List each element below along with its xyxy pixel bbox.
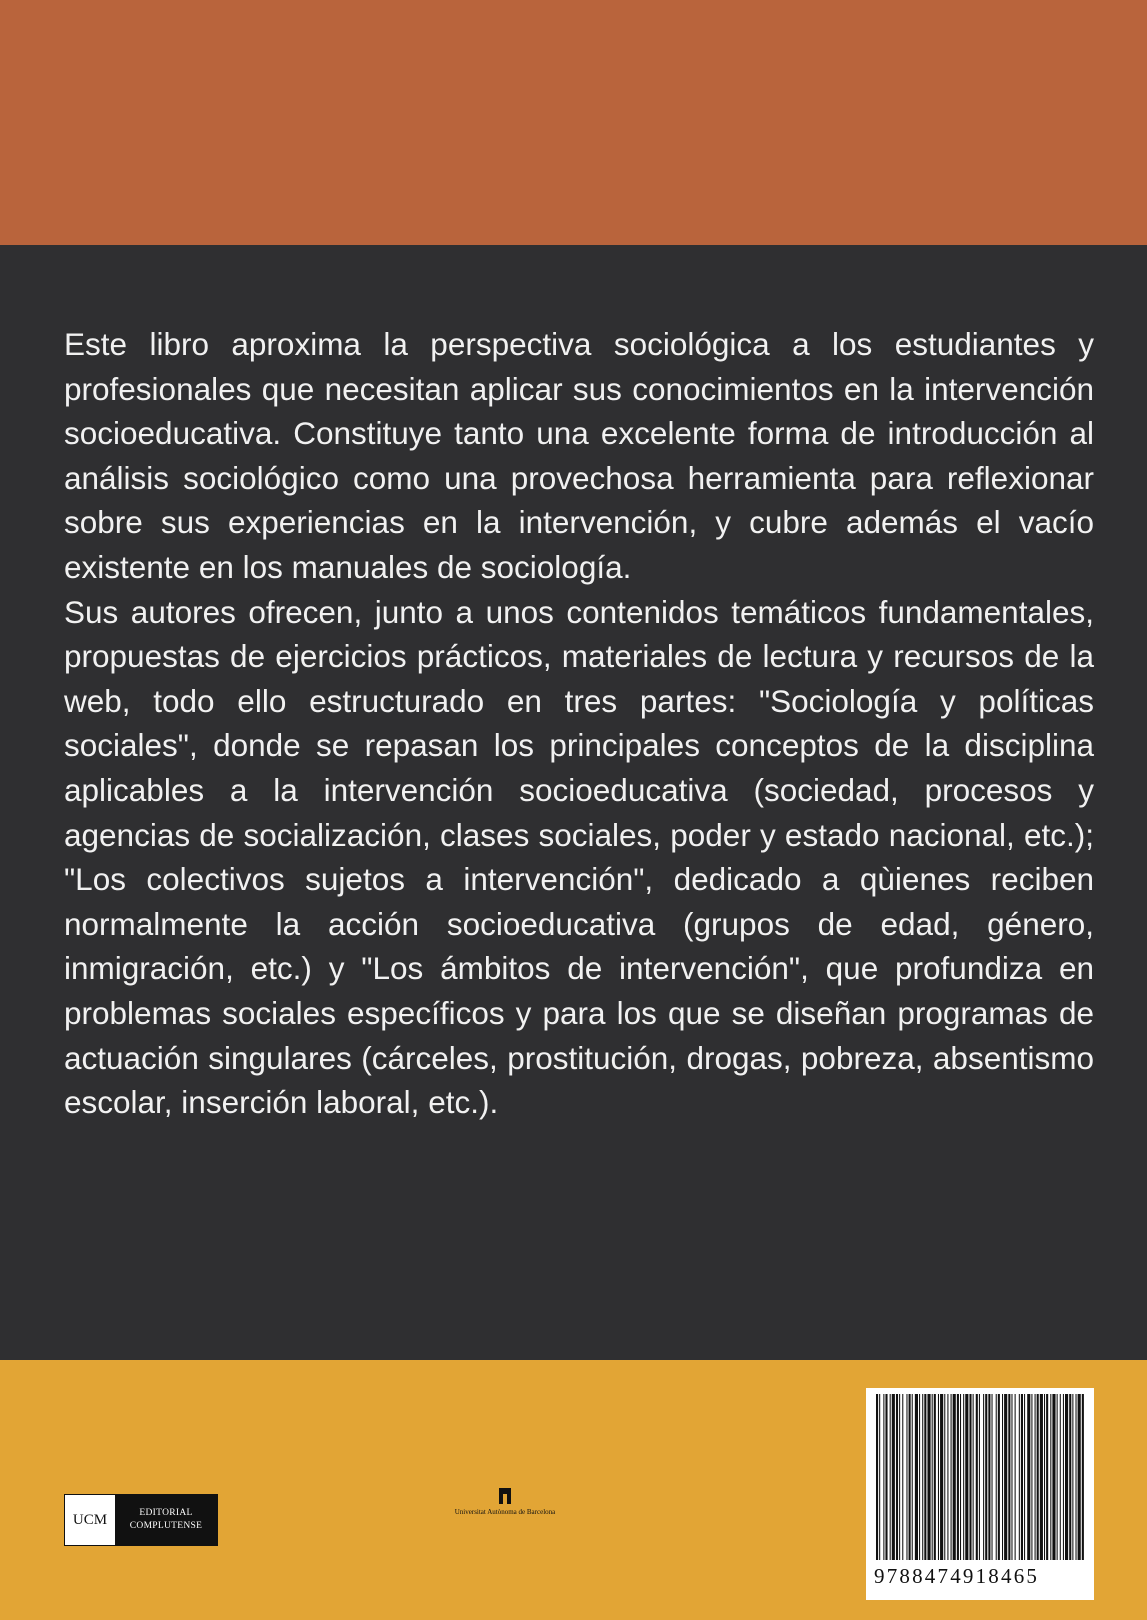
uab-logo-icon: [499, 1488, 511, 1504]
publisher-name-line-1: EDITORIAL: [139, 1508, 193, 1518]
isbn-number: 9788474918465: [874, 1564, 1040, 1588]
university-logo: [430, 1488, 580, 1516]
cover-top-band: [0, 0, 1147, 245]
ucm-mark: UCM: [65, 1495, 115, 1545]
blurb-paragraph-1: Este libro aproxima la perspectiva sociológica a los estudiantes y profesionales que necesitan aplicar sus conocimientos en la intervención socioeducativa. Constituye tanto una excelente forma de introducción al análisis sociológico como una provechosa herramienta para reflexionar sobre sus experiencias en la intervención, y cubre además el vacío existente en los manuales de sociología.: [64, 326, 1094, 585]
barcode-icon: [874, 1394, 1086, 1560]
publisher-name-line-2: COMPLUTENSE: [129, 1521, 203, 1531]
back-cover-blurb: [64, 322, 1094, 1125]
isbn-barcode: [866, 1388, 1094, 1600]
publisher-name: [115, 1495, 217, 1545]
university-name: Universitat Autònoma de Barcelona: [454, 1508, 556, 1516]
editorial-complutense-logo: [64, 1494, 218, 1546]
blurb-paragraph-2: Sus autores ofrecen, junto a unos contenidos temáticos fundamentales, propuestas de ejercicios prácticos, materiales de lectura y recursos de la web, todo ello estructurado en tres partes: "Sociología y políticas sociales", donde se repasan los principales conceptos de la disciplina aplicables a la intervención socioeducativa (sociedad, procesos y agencias de socialización, clases sociales, poder y estado nacional, etc.); "Los colectivos sujetos a intervención", dedicado a qùienes reciben normalmente la acción socioeducativa (grupos de edad, género, inmigración, etc.) y "Los ámbitos de intervención", que profundiza en problemas sociales específicos y para los que se diseñan programas de actuación singulares (cárceles, prostitución, drogas, pobreza, absentismo escolar, inserción laboral, etc.).: [64, 593, 1094, 1121]
